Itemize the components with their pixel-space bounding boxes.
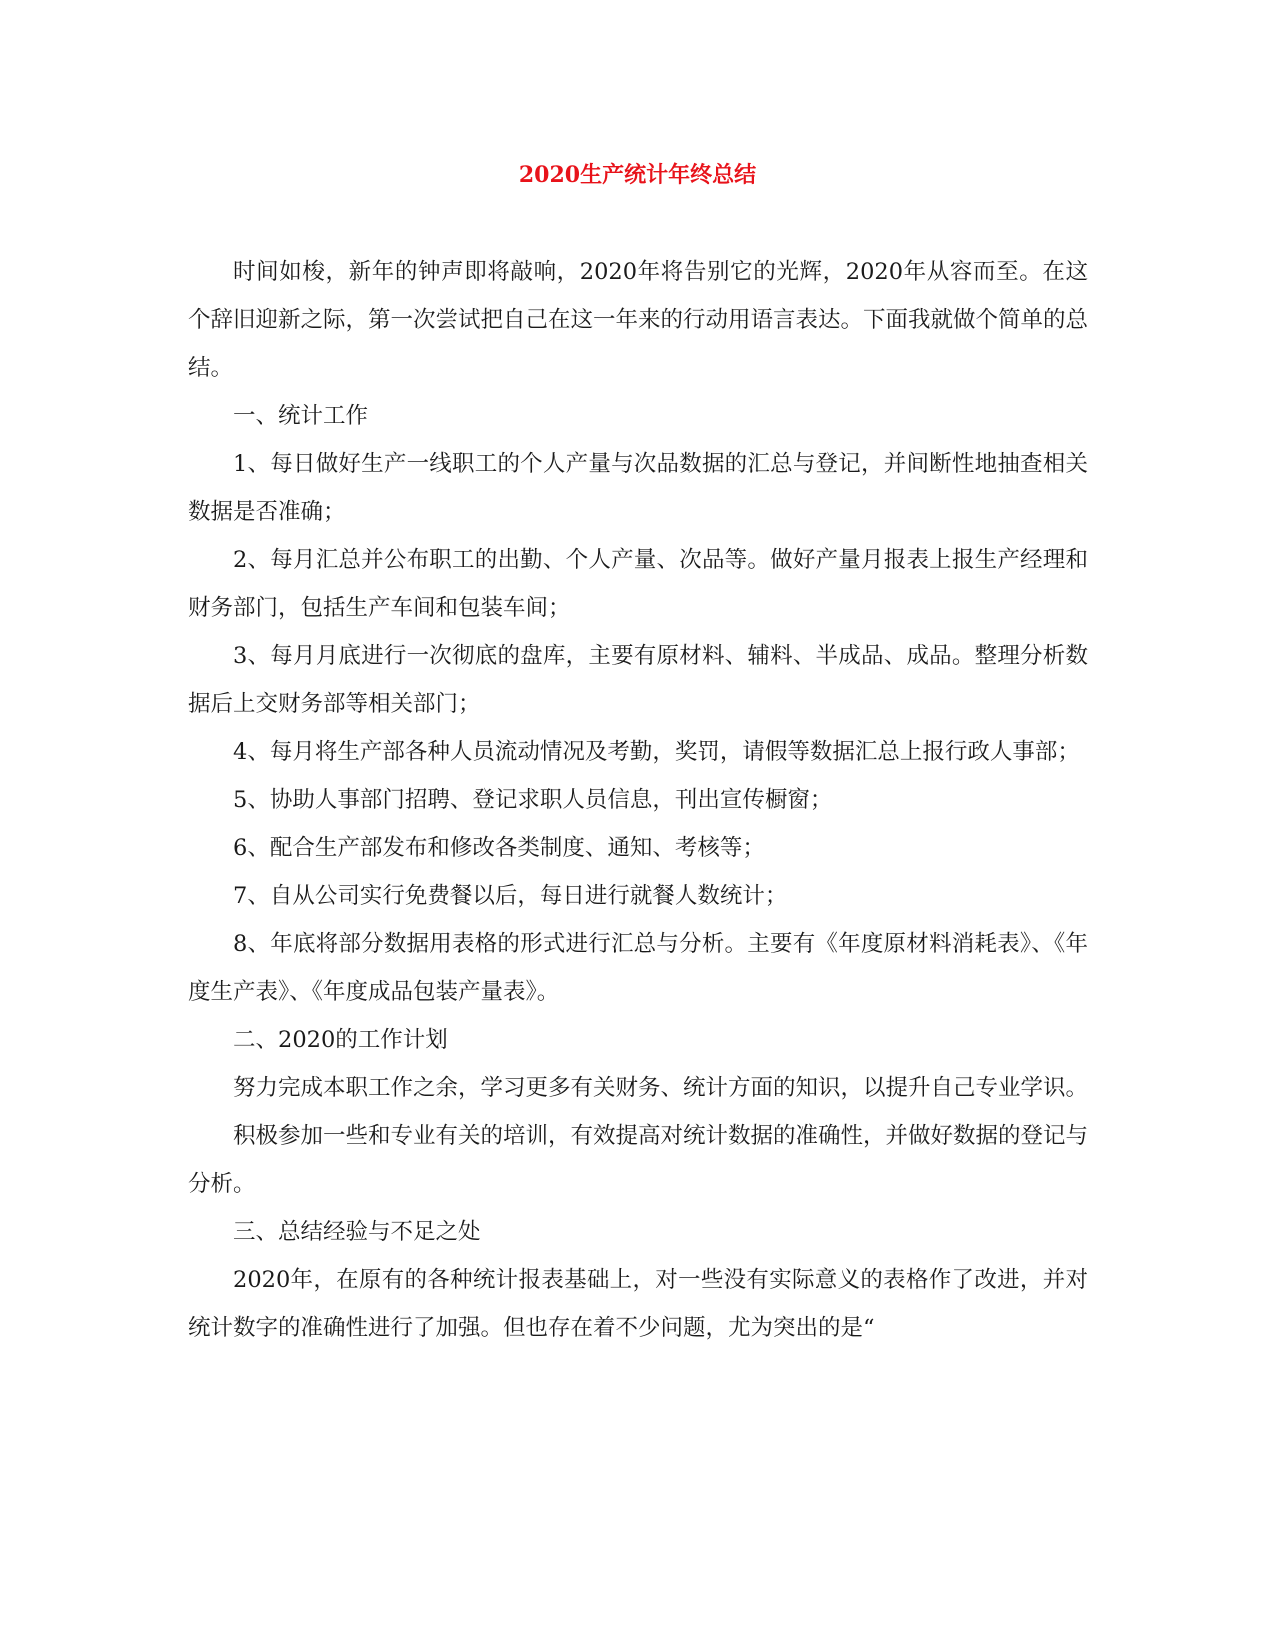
list-item-7: 7、自从公司实行免费餐以后，每日进行就餐人数统计； <box>233 883 788 909</box>
list-item-8: 8、年底将部分数据用表格的形式进行汇总与分析。主要有《年度原材料消耗表》、《年度生产表》、《年度成品包装产量表》。 <box>188 931 1088 1005</box>
section-heading-summary: 三、总结经验与不足之处 <box>233 1219 481 1245</box>
paragraph-summary: 2020年，在原有的各种统计报表基础上，对一些没有实际意义的表格作了改进，并对统计数字的准确性进行了加强。但也存在着不少问题，尤为突出的是“ <box>188 1267 1088 1341</box>
document-body <box>188 248 1088 1352</box>
list-item-4: 4、每月将生产部各种人员流动情况及考勤，奖罚，请假等数据汇总上报行政人事部； <box>233 739 1080 765</box>
paragraph-plan-2: 积极参加一些和专业有关的培训，有效提高对统计数据的准确性，并做好数据的登记与分析。 <box>188 1123 1089 1197</box>
list-item-3: 3、每月月底进行一次彻底的盘库，主要有原材料、辅料、半成品、成品。整理分析数据后上交财务部等相关部门； <box>188 643 1088 717</box>
list-item-2: 2、每月汇总并公布职工的出勤、个人产量、次品等。做好产量月报表上报生产经理和财务部门，包括生产车间和包装车间； <box>188 547 1088 621</box>
section-heading-work-plan: 二、2020的工作计划 <box>233 1027 448 1053</box>
paragraph-plan-1: 努力完成本职工作之余，学习更多有关财务、统计方面的知识，以提升自己专业学识。 <box>233 1075 1089 1101</box>
section-heading-statistics-work: 一、统计工作 <box>233 403 369 429</box>
list-item-5: 5、协助人事部门招聘、登记求职人员信息，刊出宣传橱窗； <box>233 787 833 813</box>
list-item-6: 6、配合生产部发布和修改各类制度、通知、考核等； <box>233 835 765 861</box>
document-title: 2020生产统计年终总结 <box>518 162 757 188</box>
list-item-1: 1、每日做好生产一线职工的个人产量与次品数据的汇总与登记，并间断性地抽查相关数据是否准确； <box>188 451 1088 525</box>
paragraph-intro: 时间如梭，新年的钟声即将敲响，2020年将告别它的光辉，2020年从容而至。在这个辞旧迎新之际，第一次尝试把自己在这一年来的行动用语言表达。下面我就做个简单的总结。 <box>188 259 1089 381</box>
